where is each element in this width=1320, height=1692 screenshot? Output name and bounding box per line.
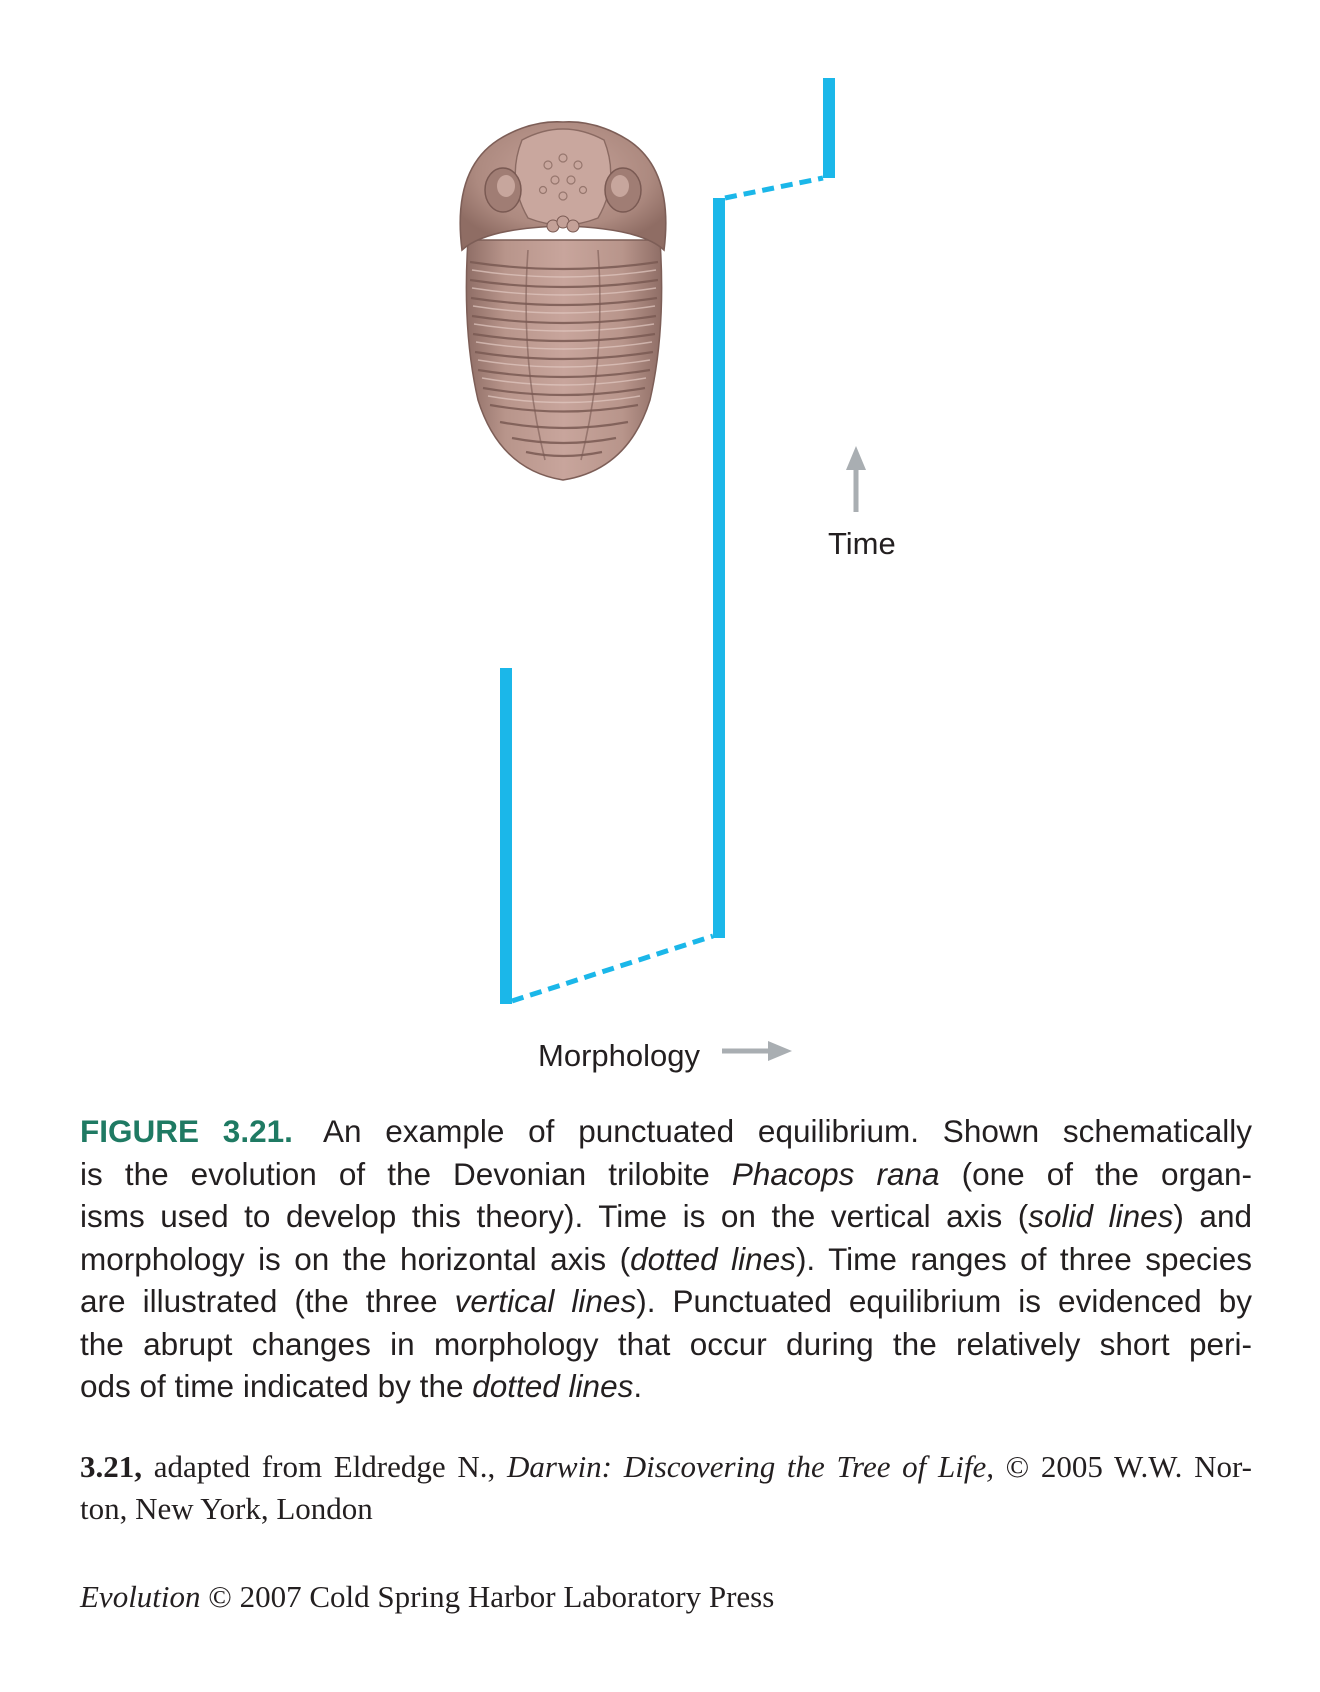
caption-text: isms used to develop this theory). Time is on the vertical axis ( — [80, 1198, 1029, 1234]
caption-text: ). Punctuated equilibrium is evidenced by — [636, 1283, 1252, 1319]
caption-text: ) and — [1173, 1198, 1252, 1234]
figure-credit — [80, 1446, 1252, 1530]
species-1-line — [500, 668, 512, 1004]
time-axis-label: Time — [828, 526, 896, 561]
figure-caption — [80, 1110, 1252, 1408]
species-3-line — [823, 78, 835, 178]
caption-text: are illustrated (the three — [80, 1283, 455, 1319]
credit-book-title: Darwin: Discovering the Tree of Life, — [506, 1449, 994, 1484]
species-2-line — [713, 198, 725, 938]
credit-line-2: ton, New York, London — [80, 1491, 373, 1526]
dotted-shift-2 — [725, 178, 823, 198]
publisher-text: © 2007 Cold Spring Harbor Laboratory Press — [200, 1579, 775, 1614]
caption-emphasis: dotted lines — [630, 1240, 796, 1277]
figure-number: FIGURE 3.21. — [80, 1113, 293, 1149]
species-name: Phacops rana — [731, 1155, 940, 1192]
caption-line-7 — [80, 1365, 1252, 1408]
caption-emphasis: dotted lines — [472, 1368, 634, 1404]
caption-line-2 — [80, 1153, 1252, 1196]
caption-text: . — [633, 1368, 643, 1404]
caption-text: is the evolution of the Devonian trilobite — [80, 1155, 732, 1192]
dotted-shift-1 — [512, 936, 713, 1001]
publisher-line — [80, 1576, 774, 1618]
caption-emphasis: vertical lines — [454, 1283, 637, 1319]
credit-text: adapted from Eldredge N., — [142, 1449, 507, 1484]
morphology-arrow-icon — [722, 1041, 792, 1061]
caption-text: ods of time indicated by the — [80, 1368, 473, 1404]
caption-line-4 — [80, 1238, 1252, 1281]
time-arrow-icon — [846, 446, 866, 512]
caption-text: (one of the organ- — [939, 1155, 1253, 1192]
credit-text: © 2005 W.W. Nor- — [993, 1449, 1252, 1484]
morphology-axis-label: Morphology — [538, 1038, 700, 1073]
credit-line-1 — [80, 1446, 1252, 1488]
caption-intro: An example of punctuated equilibrium. Shown schematically — [322, 1113, 1252, 1149]
caption-emphasis: solid lines — [1028, 1198, 1174, 1234]
caption-text: morphology is on the horizontal axis ( — [80, 1240, 631, 1277]
credit-ref-number: 3.21, — [80, 1449, 142, 1484]
caption-line-5 — [80, 1280, 1252, 1323]
caption-line-6: the abrupt changes in morphology that occur during the relatively short peri- — [80, 1325, 1252, 1362]
caption-line-3 — [80, 1195, 1252, 1238]
caption-line-1 — [80, 1110, 1252, 1153]
trilobite-illustration — [460, 122, 666, 480]
book-title: Evolution — [80, 1579, 201, 1614]
caption-text: ). Time ranges of three species — [795, 1240, 1252, 1277]
